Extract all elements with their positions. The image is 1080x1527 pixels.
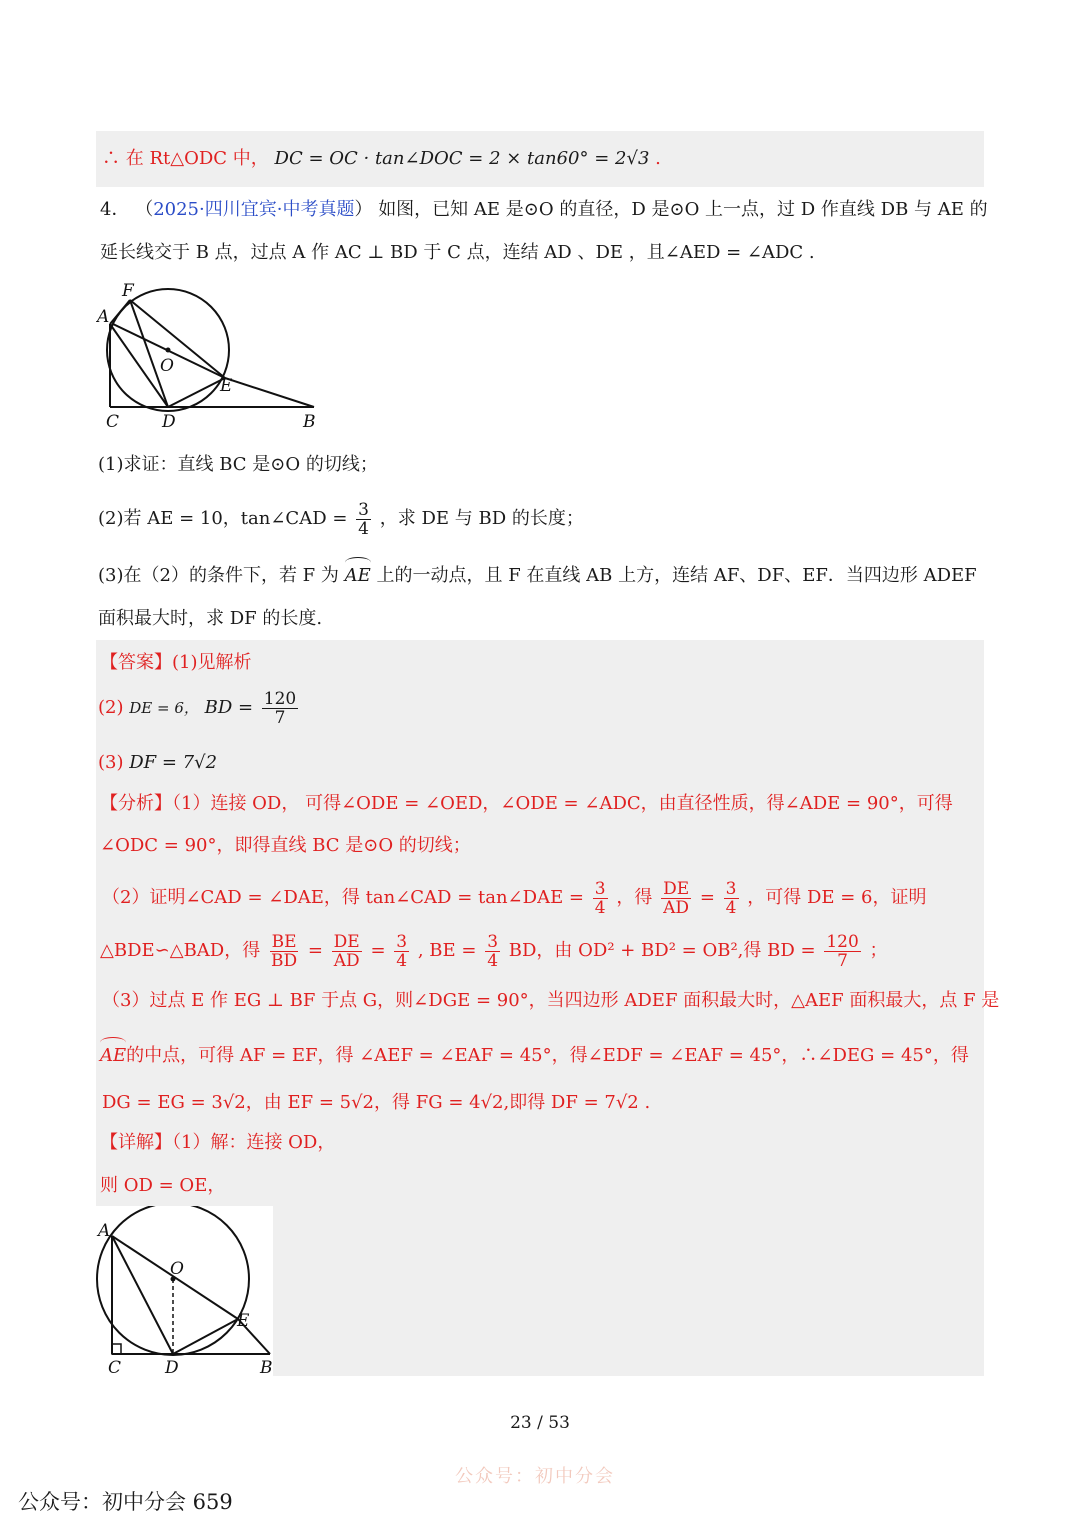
problem-source: 2025·四川宜宾·中考真题 (153, 199, 355, 220)
label-b: B (303, 412, 316, 431)
problem-statement (96, 195, 988, 635)
question-3-line-2: 面积最大时，求 DF 的长度. (98, 608, 323, 629)
footer-account: 公众号：初中分会 659 (18, 1490, 233, 1514)
figure-1 (96, 283, 326, 431)
right-angle-mark (112, 1344, 121, 1354)
answer-line-2: (2) DE = 6， BD = $\frac{120}{7}$ (98, 688, 297, 728)
arc-ae-2: AE (100, 1037, 126, 1069)
answer-line-3: (3) DF = 7√2 (98, 752, 218, 773)
arc-ae: AE (345, 557, 371, 589)
previous-solution-line: ∴ 在 Rt△ODC 中， DC = OC · tan∠DOC = 2 × tan60° = 2√3 . (102, 148, 661, 169)
answer-line-1: 【答案】(1)见解析 (100, 652, 252, 673)
center-dot (166, 348, 171, 353)
label-c-2: C (108, 1358, 122, 1376)
segment-af (110, 300, 130, 324)
segment-ad-2 (112, 1236, 173, 1354)
label-e: E (220, 376, 233, 396)
answer-tag: 【答案】 (100, 652, 172, 673)
label-e-2: E (237, 1311, 250, 1331)
question-3: (3)在（2）的条件下，若 F 为 AE 上的一动点，且 F 在直线 AB 上方，连结 AF、DF、EF．当四边形 ADEF (98, 557, 977, 589)
label-f: F (122, 283, 134, 301)
analysis-line-1: 【分析】（1）连接 OD， 可得∠ODE = ∠OED，∠ODE = ∠ADC，由直径性质，得∠ADE = 90°，可得 (100, 793, 953, 814)
segment-de (168, 378, 225, 407)
label-d-2: D (165, 1358, 179, 1376)
label-o-2: O (170, 1259, 184, 1279)
detail-line-1: 【详解】（1）解：连接 OD， (100, 1132, 336, 1153)
figure-2 (96, 1206, 273, 1376)
label-d: D (162, 412, 176, 431)
analysis-tag: 【分析】 (100, 793, 172, 814)
detail-line-2: 则 OD = OE， (100, 1175, 226, 1196)
q2-fraction: $\frac{3}{4}$ (358, 499, 369, 539)
question-1: (1)求证：直线 BC 是⊙O 的切线； (98, 454, 378, 475)
bd-fraction: $\frac{120}{7}$ (263, 688, 297, 728)
page-number: 23 / 53 (510, 1413, 570, 1433)
problem-number: 4． (100, 199, 130, 220)
label-a: A (97, 307, 110, 327)
watermark: 公众号：初中分会 (455, 1466, 615, 1487)
analysis-line-5: （3）过点 E 作 EG ⊥ BF 于点 G，则∠DGE = 90°，当四边形 ADEF 面积最大时，△AEF 面积最大，点 F 是 (102, 990, 1000, 1011)
label-o: O (160, 356, 174, 376)
analysis-line-6: AE的中点，可得 AF = EF，得 ∠AEF = ∠EAF = 45°，得∠EDF = ∠EAF = 45°，∴∠DEG = 45°，得 (100, 1037, 969, 1069)
problem-line-1: 4． （2025·四川宜宾·中考真题） 如图，已知 AE 是⊙O 的直径，D 是⊙O 上一点，过 D 作直线 DB 与 AE 的 (100, 199, 988, 220)
segment-eb (225, 378, 314, 407)
label-c: C (106, 412, 120, 431)
analysis-line-7: DG = EG = 3√2，由 EF = 5√2，得 FG = 4√2,即得 DF = 7√2 . (102, 1092, 651, 1113)
analysis-line-4: △BDE∽△BAD，得 $\frac{BE}{BD}$ = $\frac{DE}{AD}$ = $\frac{3}{4}$ , BE = $\frac{3}{4}$ BD，由 OD² + BD² = OB²,得 BD = $\frac{120}{7}$ ； (100, 931, 888, 971)
label-a-2: A (98, 1221, 111, 1241)
solution-band (96, 640, 1000, 1376)
problem-line-2: 延长线交于 B 点，过点 A 作 AC ⊥ BD 于 C 点，连结 AD 、DE ，且∠AED = ∠ADC . (100, 242, 815, 263)
label-b-2: B (260, 1358, 273, 1376)
previous-solution-band (96, 131, 984, 187)
detail-tag: 【详解】 (100, 1132, 172, 1153)
analysis-line-3: （2）证明∠CAD = ∠DAE，得 tan∠CAD = tan∠DAE = $\frac{3}{4}$ ，得 $\frac{DE}{AD}$ = $\frac{3}{4}$ ，可得 DE = 6，证明 (102, 878, 927, 918)
analysis-line-2: ∠ODC = 90°，即得直线 BC 是⊙O 的切线； (100, 835, 471, 856)
question-2: (2)若 AE = 10，tan∠CAD = $\frac{3}{4}$ ，求 DE 与 BD 的长度； (98, 499, 584, 539)
